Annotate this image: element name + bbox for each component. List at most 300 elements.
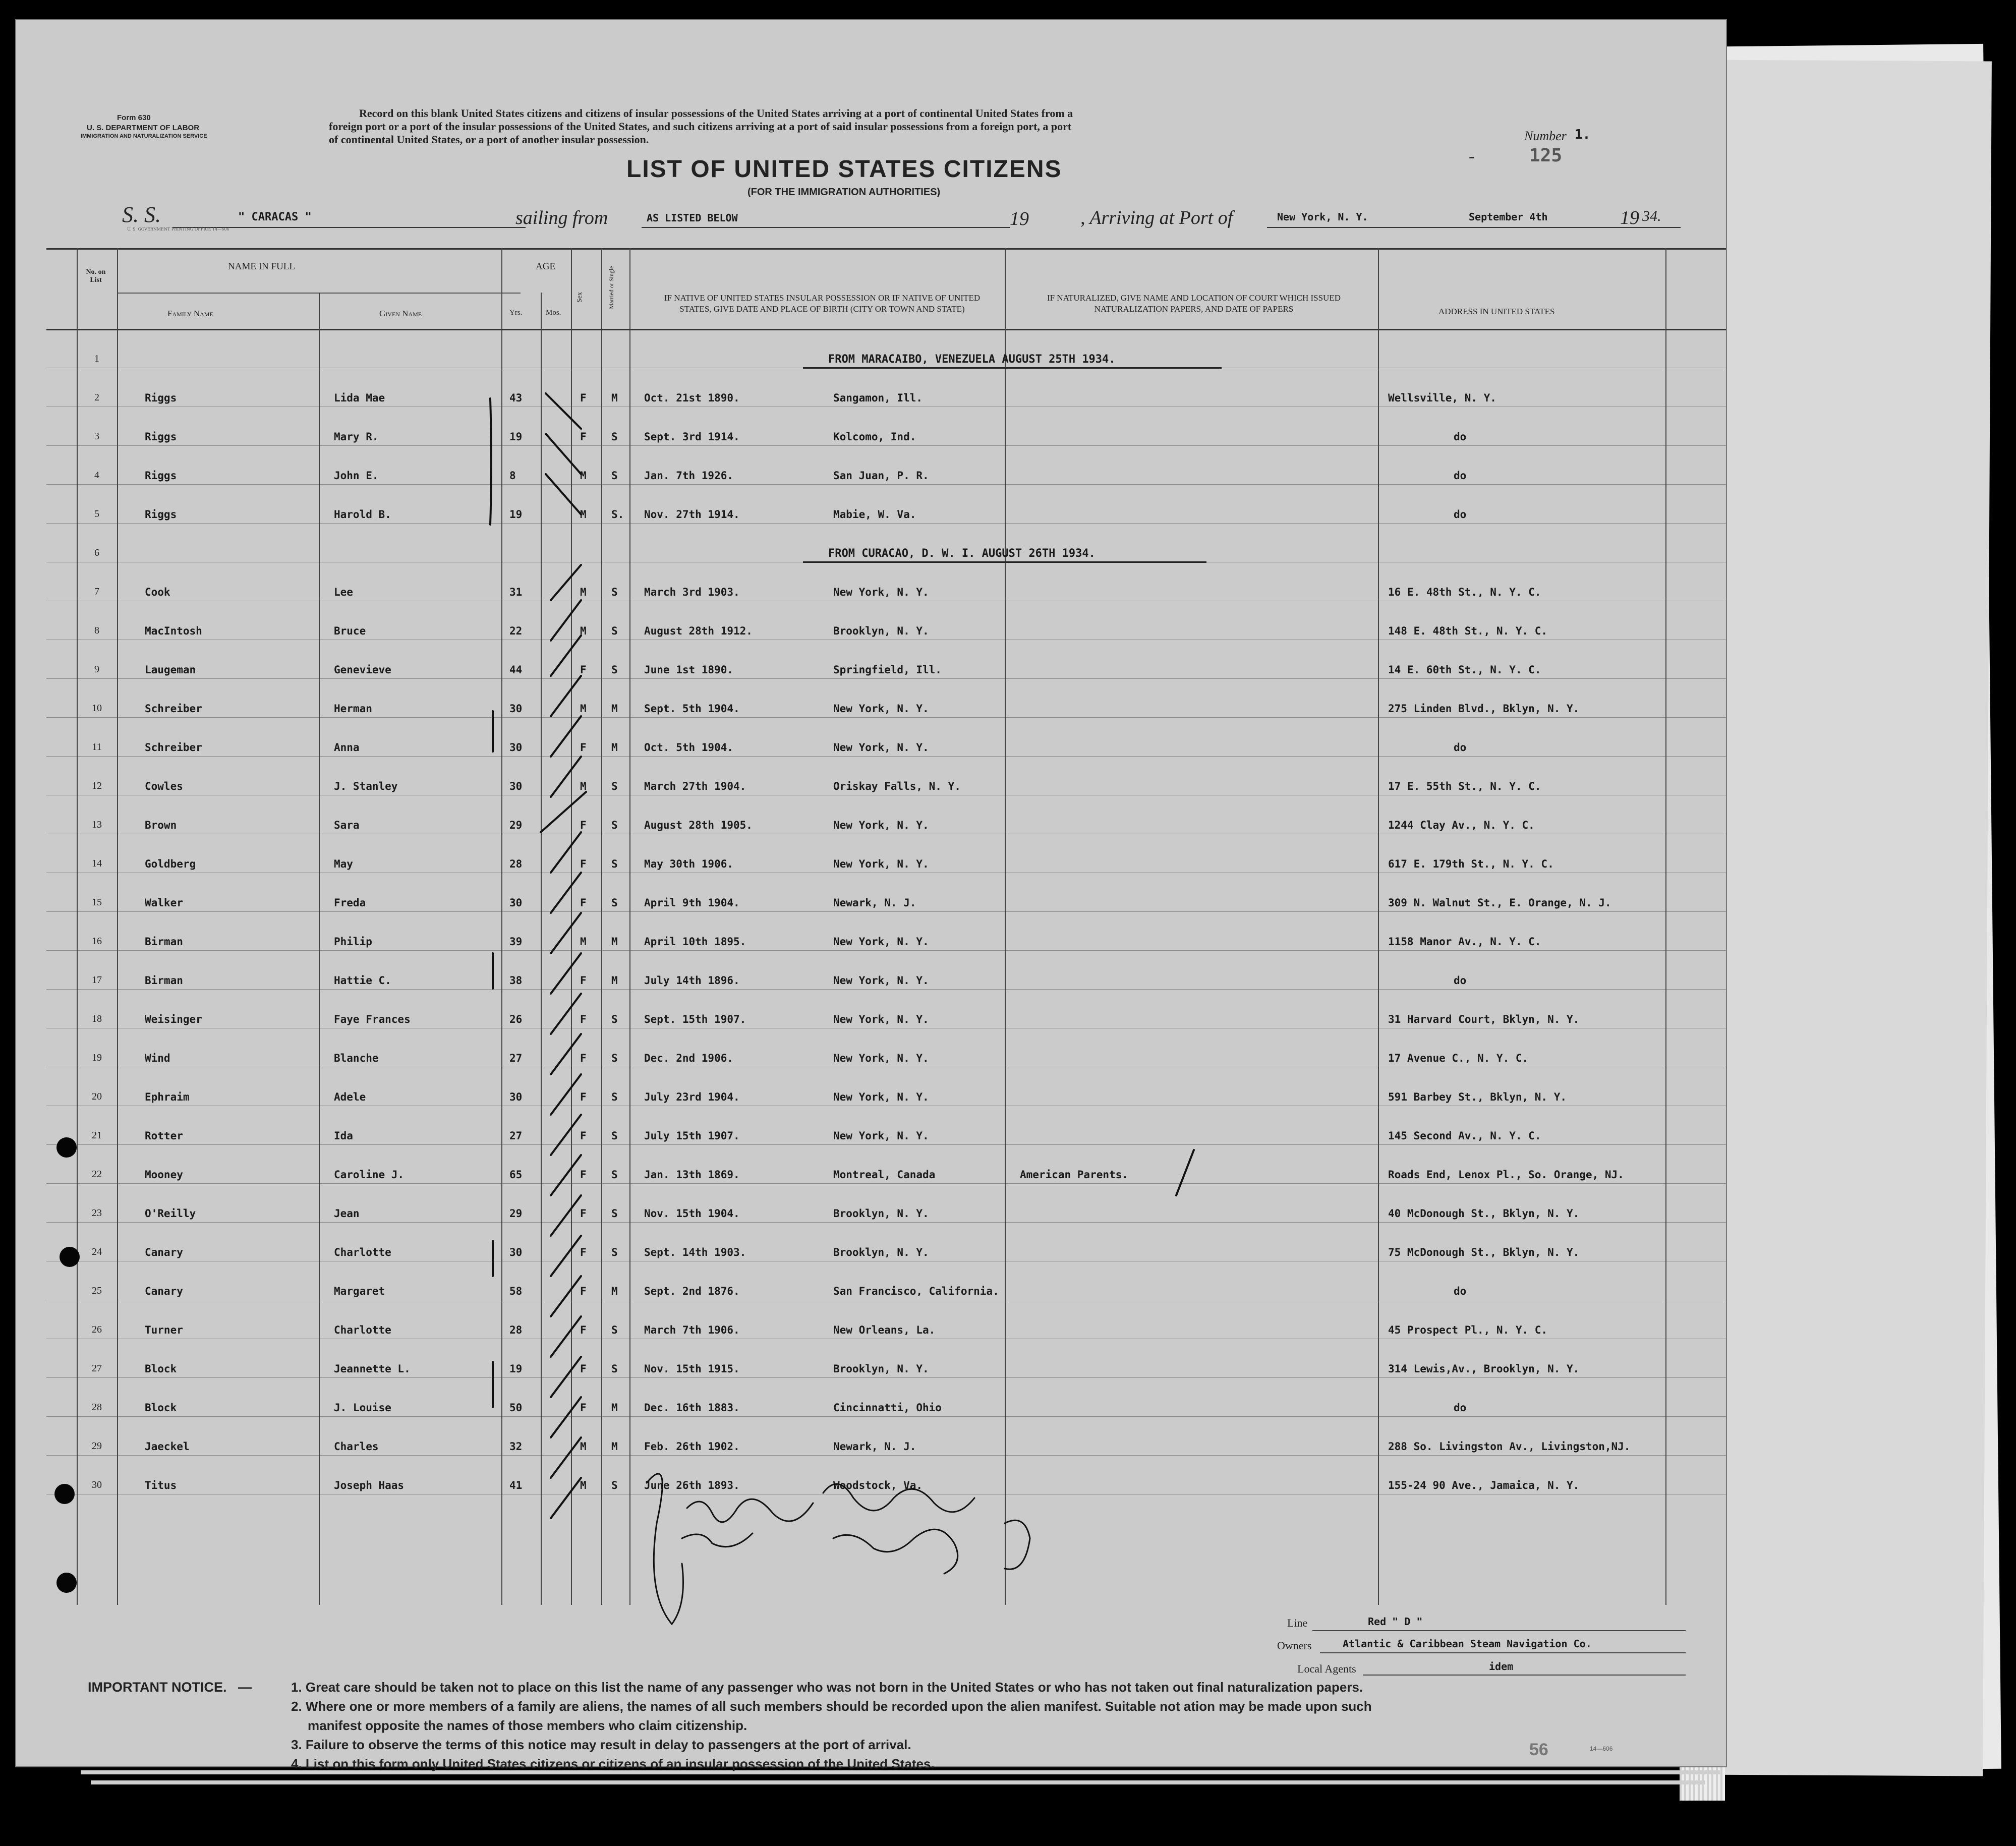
birth-place-cell: Oriskay Falls, N. Y.: [833, 780, 961, 792]
row-number: 16: [92, 936, 102, 947]
family-name-cell: Cook: [145, 586, 170, 598]
line-value: Red " D ": [1368, 1616, 1423, 1628]
birth-date-cell: July 23rd 1904.: [644, 1091, 740, 1103]
family-name-cell: Ephraim: [145, 1091, 190, 1103]
arrival-year-prefix: 19: [1620, 207, 1639, 228]
marital-status-cell: S: [611, 1479, 618, 1491]
marital-status-cell: S: [611, 1363, 618, 1375]
birth-date-cell: Oct. 21st 1890.: [644, 392, 740, 404]
age-cell: 30: [509, 897, 523, 909]
birth-place-cell: San Juan, P. R.: [833, 470, 929, 482]
notice-item: 3. Failure to observe the terms of this notice may result in delay to passengers at the port of arrival.: [291, 1737, 911, 1752]
instruction-line: foreign port or a port of the insular possessions of the United States, and such citizens arriving at a port of said insular possessions from a foreign port, a port: [329, 120, 1072, 133]
marital-status-cell: S: [611, 1013, 618, 1025]
age-cell: 8: [509, 470, 516, 482]
birth-place-cell: Sangamon, Ill.: [833, 392, 923, 404]
address-cell: 17 Avenue C., N. Y. C.: [1388, 1052, 1529, 1064]
birth-place-cell: Kolcomo, Ind.: [833, 431, 916, 443]
ss-label: S. S.: [122, 202, 161, 227]
row-number: 11: [92, 741, 102, 753]
marital-status-cell: S: [611, 586, 618, 598]
sex-cell: F: [580, 858, 587, 870]
birth-place-cell: New York, N. Y.: [833, 936, 929, 948]
age-cell: 28: [509, 858, 523, 870]
birth-place-cell: Brooklyn, N. Y.: [833, 1363, 929, 1375]
birth-date-cell: April 10th 1895.: [644, 936, 746, 948]
address-cell: 288 So. Livingston Av., Livingston,NJ.: [1388, 1440, 1631, 1453]
age-cell: 32: [509, 1440, 523, 1453]
service-name: IMMIGRATION AND NATURALIZATION SERVICE: [81, 133, 207, 139]
ink-annotations: [16, 20, 1726, 1766]
given-name-cell: Freda: [334, 897, 366, 909]
address-cell: do: [1454, 1402, 1467, 1414]
arriving-label: , Arriving at Port of: [1080, 207, 1233, 228]
form-code: 14—606: [1590, 1745, 1613, 1752]
marital-status-cell: M: [611, 1285, 618, 1297]
sex-cell: F: [580, 741, 587, 754]
owners-value: Atlantic & Caribbean Steam Navigation Co.: [1343, 1638, 1592, 1650]
birth-place-cell: New York, N. Y.: [833, 586, 929, 598]
birth-place-cell: Newark, N. J.: [833, 897, 916, 909]
sex-cell: F: [580, 1402, 587, 1414]
address-cell: do: [1454, 431, 1467, 443]
address-cell: Roads End, Lenox Pl., So. Orange, NJ.: [1388, 1169, 1624, 1181]
family-name-cell: Riggs: [145, 392, 177, 404]
birth-date-cell: Oct. 5th 1904.: [644, 741, 734, 754]
sex-cell: F: [580, 431, 587, 443]
address-cell: 16 E. 48th St., N. Y. C.: [1388, 586, 1541, 598]
given-name-cell: Bruce: [334, 625, 366, 637]
row-number: 8: [94, 625, 99, 636]
family-name-cell: Riggs: [145, 508, 177, 521]
family-name-cell: Titus: [145, 1479, 177, 1491]
row-number: 6: [94, 547, 99, 558]
age-cell: 30: [509, 780, 523, 792]
age-cell: 30: [509, 1091, 523, 1103]
sex-cell: M: [580, 703, 587, 715]
agents-value: idem: [1489, 1660, 1514, 1672]
family-name-cell: Block: [145, 1402, 177, 1414]
given-name-cell: Philip: [334, 936, 372, 948]
address-cell: 309 N. Walnut St., E. Orange, N. J.: [1388, 897, 1611, 909]
row-number: 29: [92, 1440, 102, 1452]
given-name-cell: Hattie C.: [334, 974, 391, 987]
instruction-line: of continental United States, or a port of another insular possession.: [329, 133, 649, 146]
address-cell: 617 E. 179th St., N. Y. C.: [1388, 858, 1554, 870]
age-cell: 41: [509, 1479, 523, 1491]
marital-status-cell: S: [611, 1246, 618, 1258]
address-cell: 155-24 90 Ave., Jamaica, N. Y.: [1388, 1479, 1580, 1491]
birth-date-cell: June 26th 1893.: [644, 1479, 740, 1491]
address-cell: 1158 Manor Av., N. Y. C.: [1388, 936, 1541, 948]
row-number: 2: [94, 392, 99, 403]
number-stamp: 125: [1529, 145, 1563, 166]
birth-date-cell: August 28th 1905.: [644, 819, 753, 831]
given-name-cell: Lee: [334, 586, 353, 598]
marital-status-cell: S: [611, 431, 618, 443]
age-cell: 44: [509, 664, 523, 676]
row-number: 20: [92, 1091, 102, 1102]
column-header-age: AGE: [536, 261, 556, 272]
family-name-cell: Canary: [145, 1285, 183, 1297]
address-cell: do: [1454, 470, 1467, 482]
row-number: 24: [92, 1246, 102, 1257]
marital-status-cell: M: [611, 703, 618, 715]
age-cell: 38: [509, 974, 523, 987]
row-number: 18: [92, 1013, 102, 1024]
birth-place-cell: Woodstock, Va.: [833, 1479, 923, 1491]
arrival-date: September 4th: [1469, 211, 1548, 223]
sex-cell: M: [580, 508, 587, 521]
sex-cell: F: [580, 1324, 587, 1336]
family-name-cell: Birman: [145, 974, 183, 987]
marital-status-cell: S: [611, 1169, 618, 1181]
birth-place-cell: Newark, N. J.: [833, 1440, 916, 1453]
address-cell: 1244 Clay Av., N. Y. C.: [1388, 819, 1535, 831]
marital-status-cell: S: [611, 858, 618, 870]
age-cell: 26: [509, 1013, 523, 1025]
given-name-cell: Sara: [334, 819, 360, 831]
marital-status-cell: S: [611, 470, 618, 482]
birth-date-cell: Sept. 14th 1903.: [644, 1246, 746, 1258]
marital-status-cell: M: [611, 1440, 618, 1453]
family-name-cell: Turner: [145, 1324, 183, 1336]
sex-cell: F: [580, 974, 587, 987]
birth-place-cell: Montreal, Canada: [833, 1169, 936, 1181]
age-cell: 50: [509, 1402, 523, 1414]
address-cell: 45 Prospect Pl., N. Y. C.: [1388, 1324, 1548, 1336]
birth-place-cell: New York, N. Y.: [833, 858, 929, 870]
family-name-cell: Birman: [145, 936, 183, 948]
birth-date-cell: July 14th 1896.: [644, 974, 740, 987]
given-name-cell: Charles: [334, 1440, 379, 1453]
address-cell: do: [1454, 1285, 1467, 1297]
number-label: Number: [1524, 129, 1567, 143]
given-name-cell: Charlotte: [334, 1324, 391, 1336]
page-stamp: 56: [1529, 1740, 1548, 1759]
birth-place-cell: Cincinnatti, Ohio: [833, 1402, 942, 1414]
section-heading: FROM MARACAIBO, VENEZUELA AUGUST 25TH 1934.: [828, 353, 1116, 366]
row-number: 26: [92, 1324, 102, 1335]
family-name-cell: Rotter: [145, 1130, 183, 1142]
birth-date-cell: Nov. 15th 1915.: [644, 1363, 740, 1375]
age-cell: 31: [509, 586, 523, 598]
naturalization-cell: American Parents.: [1020, 1169, 1128, 1181]
sex-cell: M: [580, 1440, 587, 1453]
birth-place-cell: San Francisco, California.: [833, 1285, 999, 1297]
given-name-cell: Herman: [334, 703, 372, 715]
marital-status-cell: S: [611, 1052, 618, 1064]
column-header-given: Given Name: [379, 309, 422, 318]
notice-item: 1. Great care should be taken not to place on this list the name of any passenger who was not born in the United States or who has not taken out final naturalization papers.: [291, 1680, 1363, 1695]
given-name-cell: Margaret: [334, 1285, 385, 1297]
column-header-name: NAME IN FULL: [228, 261, 295, 272]
section-heading: FROM CURACAO, D. W. I. AUGUST 26TH 1934.: [828, 547, 1096, 560]
marital-status-cell: S: [611, 819, 618, 831]
family-name-cell: Riggs: [145, 431, 177, 443]
birth-place-cell: Brooklyn, N. Y.: [833, 1207, 929, 1220]
notice-heading: IMPORTANT NOTICE.: [88, 1680, 227, 1695]
family-name-cell: Block: [145, 1363, 177, 1375]
birth-date-cell: Feb. 26th 1902.: [644, 1440, 740, 1453]
family-name-cell: Brown: [145, 819, 177, 831]
sailing-from: AS LISTED BELOW: [647, 212, 738, 224]
given-name-cell: Adele: [334, 1091, 366, 1103]
row-number: 27: [92, 1363, 102, 1374]
birth-date-cell: Nov. 15th 1904.: [644, 1207, 740, 1220]
row-number: 14: [92, 858, 102, 869]
signature: [647, 1474, 1030, 1624]
birth-date-cell: March 3rd 1903.: [644, 586, 740, 598]
birth-date-cell: Sept. 2nd 1876.: [644, 1285, 740, 1297]
birth-date-cell: July 15th 1907.: [644, 1130, 740, 1142]
page-edge: [91, 1780, 1705, 1784]
owners-label: Owners: [1277, 1639, 1312, 1652]
sex-cell: F: [580, 1130, 587, 1142]
column-header-months: Mos.: [546, 309, 561, 317]
address-cell: do: [1454, 974, 1467, 987]
family-name-cell: Mooney: [145, 1169, 183, 1181]
department-name: U. S. DEPARTMENT OF LABOR: [87, 124, 200, 132]
marital-status-cell: M: [611, 392, 618, 404]
form-subtitle: (FOR THE IMMIGRATION AUTHORITIES): [747, 187, 941, 198]
address-cell: 275 Linden Blvd., Bklyn, N. Y.: [1388, 703, 1580, 715]
age-cell: 27: [509, 1052, 523, 1064]
instruction-line: Record on this blank United States citizens and citizens of insular possessions of the United States arriving at a port of continental United States from a: [359, 107, 1073, 120]
birth-place-cell: New York, N. Y.: [833, 703, 929, 715]
sex-cell: F: [580, 1091, 587, 1103]
family-name-cell: Schreiber: [145, 741, 202, 754]
agents-label: Local Agents: [1297, 1662, 1356, 1675]
given-name-cell: Lida Mae: [334, 392, 385, 404]
sex-cell: M: [580, 936, 587, 948]
notice-item: manifest opposite the names of those members who claim citizenship.: [308, 1718, 747, 1733]
birth-date-cell: Nov. 27th 1914.: [644, 508, 740, 521]
marital-status-cell: M: [611, 1402, 618, 1414]
birth-place-cell: New York, N. Y.: [833, 819, 929, 831]
birth-date-cell: June 1st 1890.: [644, 664, 734, 676]
marital-status-cell: S: [611, 664, 618, 676]
notice-item: 2. Where one or more members of a family are aliens, the names of all such members should be recorded upon the alien manifest. Suitable not ation may be made upon such: [291, 1699, 1372, 1714]
address-cell: 148 E. 48th St., N. Y. C.: [1388, 625, 1548, 637]
birth-date-cell: August 28th 1912.: [644, 625, 753, 637]
family-name-cell: Cowles: [145, 780, 183, 792]
age-cell: 27: [509, 1130, 523, 1142]
given-name-cell: J. Louise: [334, 1402, 391, 1414]
line-label: Line: [1287, 1617, 1308, 1629]
birth-place-cell: Brooklyn, N. Y.: [833, 625, 929, 637]
row-number: 15: [92, 897, 102, 908]
address-cell: 17 E. 55th St., N. Y. C.: [1388, 780, 1541, 792]
marital-status-cell: M: [611, 936, 618, 948]
sex-cell: F: [580, 1013, 587, 1025]
sex-cell: F: [580, 1363, 587, 1375]
sex-cell: F: [580, 1285, 587, 1297]
row-number: 5: [94, 508, 99, 520]
column-header-address: ADDRESS IN UNITED STATES: [1438, 307, 1555, 316]
given-name-cell: Joseph Haas: [334, 1479, 405, 1491]
birth-date-cell: May 30th 1906.: [644, 858, 734, 870]
marital-status-cell: S: [611, 1130, 618, 1142]
birth-date-cell: March 7th 1906.: [644, 1324, 740, 1336]
sex-cell: M: [580, 1479, 587, 1491]
address-cell: do: [1454, 508, 1467, 521]
column-header-sex: Sex: [576, 292, 584, 303]
birth-place-cell: New York, N. Y.: [833, 741, 929, 754]
given-name-cell: May: [334, 858, 353, 870]
address-cell: 31 Harvard Court, Bklyn, N. Y.: [1388, 1013, 1580, 1025]
birth-date-cell: Dec. 16th 1883.: [644, 1402, 740, 1414]
given-name-cell: Blanche: [334, 1052, 379, 1064]
age-cell: 39: [509, 936, 523, 948]
row-number: 7: [94, 586, 99, 597]
sex-cell: F: [580, 1052, 587, 1064]
manifest-sheet: Form 630 U. S. DEPARTMENT OF LABOR IMMIGRATION AND NATURALIZATION SERVICE Record on this blank United States citizens and citizens of insular possessions of the United States arriving at a port of continental United States from a foreign port or a port of the insular possessions of the United States, and such citizens arriving at a port of said insular possessions from a foreign port, a port of continental United States, or a port of another insular possession. LIST OF UNITED STATES CITIZENS (FOR THE IMMIGRATION AUTHORITIES) Number 1. 125 - S. S. " CARACAS " sailing from AS LISTED BELOW 19 , Arriving at Port of New York, N. Y. September 4th 19 34. U. S. GOVERNMENT PRINTING OFFICE 14—606 No. on List NAME IN FULL Family Name Given Name AGE Yrs. Mos. Sex Married or Single IF NATIVE OF UNITED STATES INSULAR POSSESSION OR IF NATIVE OF UNITED STATES, GIVE DATE AND PLACE OF BIRTH (CITY OR TOWN AND STATE) IF NATURALIZED, GIVE NAME AND LOCATION OF COURT WHICH ISSUED NATURALIZATION PAPERS, AND DATE OF PAPERS ADDRESS IN UNITED STATES 1 FROM MARACAIBO, VENEZUELA AUGUST 25TH 1934. 2 Riggs Lida Mae 43 F M Oct. 21st 1890. Sangamon, Ill. Wellsville, N. Y. 3 Riggs Mary R. 19 F S Sept. 3rd 1914. Kolcomo, Ind. do 4 Riggs John E. 8 M S Jan. 7th 1926. San Juan, P. R. do 5 Riggs Harold B. 19 M S. Nov. 27th 1914. Mabie, W. Va. do 6 FROM CURACAO, D. W. I. AUGUST 26TH 1934. 7 Cook Lee 31 M S March 3rd 1903. New York, N. Y. 16 E. 48th St., N. Y. C. 8 MacIntosh Bruce 22 M S August 28th 1912. Brooklyn, N. Y. 148 E. 48th St., N. Y. C. 9 Laugeman Genevieve 44 F S June 1st 1890. Springfield, Ill. 14 E. 60th St., N. Y. C. 10 Schreiber Herman 30 M M Sept. 5th 1904. New York, N. Y. 275 Linden Blvd., Bklyn, N. Y. 11 Schreiber Anna 30 F M Oct. 5th 1904. New York, N. Y. do 12 Cowles J. Stanley 30 M S March 27th 1904. Oriskay Falls, N. Y. 17 E. 55th St., N. Y. C. 13 Brown Sara 29 F S August 28th 1905. New York, N. Y. 1244 Clay Av., N. Y. C. 14 Goldberg May 28 F S May 30th 1906. New York, N. Y. 617 E. 179th St., N. Y. C. 15 Walker Freda 30 F S April 9th 1904. Newark, N. J. 309 N. Walnut St., E. Orange, N. J. 16 Birman Philip 39 M M April 10th 1895. New York, N. Y. 1158 Manor Av., N. Y. C. 17 Birman Hattie C. 38 F M July 14th 1896. New York, N. Y. do 18 Weisinger Faye Frances 26 F S Sept. 15th 1907. New York, N. Y. 31 Harvard Court, Bklyn, N. Y. 19 Wind Blanche 27 F S Dec. 2nd 1906. New York, N. Y. 17 Avenue C., N. Y. C. 20 Ephraim Adele 30 F S July 23rd 1904. New York, N. Y. 591 Barbey St., Bklyn, N. Y. 21 Rotter Ida 27 F S July 15th 1907. New York, N. Y. 145 Second Av., N. Y. C. 22 Mooney Caroline J. 65 F S Jan. 13th 1869. Montreal, Canada American Parents. Roads End, Lenox Pl., So. Orange, NJ. 23 O'Reilly Jean 29 F S Nov. 15th 1904. Brooklyn, N. Y. 40 McDonough St., Bklyn, N. Y. 24 Canary Charlotte 30 F S Sept. 14th 1903. Brooklyn, N. Y. 75 McDonough St., Bklyn, N. Y. 25 Canary Margaret 58 F M Sept. 2nd 1876. San Francisco, California. do 26 Turner Charlotte 28 F S March 7th 1906. New Orleans, La. 45 Prospect Pl., N. Y. C. 27 Block Jeannette L. 19 F S Nov. 15th 1915. Brooklyn, N. Y. 314 Lewis,Av., Brooklyn, N. Y. 28 Block J. Louise 50 F M Dec. 16th 1883. Cincinnatti, Ohio do 29 Jaeckel Charles 32 M M Feb. 26th 1902. Newark, N. J. 288 So. Livingston Av., Livingston,NJ. 30 Titus Joseph Haas 41 M S June 26th 1893. Woodstock, Va. 155-24 90 Ave., Jamaica, N. Y. Line Red " D " Owners Atlantic & Caribbean Steam Navigation Co. Local Agents idem IMPORTANT NOTICE. — 1. Great care should be taken not to place on this list the name of any passenger who was not born in the United States or who has not taken out final naturalization papers. 2. Where one or more members of a family are aliens, the names of all such members should be recorded upon the alien manifest. Suitable not ation may be made upon such manifest opposite the names of those members who claim citizenship. 3. Failure to observe the terms of this notice may result in delay to passengers at the port of arrival. 4. List on this form only United States citizens or citizens of an insular possession of the United States. 56 14—606: [15, 19, 1727, 1767]
marital-status-cell: S.: [611, 508, 624, 521]
address-cell: Wellsville, N. Y.: [1388, 392, 1496, 404]
column-header-married: Married or Single: [608, 266, 615, 309]
given-name-cell: Caroline J.: [334, 1169, 405, 1181]
age-cell: 30: [509, 703, 523, 715]
sex-cell: F: [580, 1246, 587, 1258]
family-name-cell: Wind: [145, 1052, 170, 1064]
marital-status-cell: S: [611, 625, 618, 637]
form-number: Form 630: [117, 113, 151, 122]
birth-place-cell: Springfield, Ill.: [833, 664, 942, 676]
arrival-year: 34.: [1642, 208, 1661, 224]
row-number: 17: [92, 974, 102, 986]
given-name-cell: Ida: [334, 1130, 353, 1142]
family-name-cell: Goldberg: [145, 858, 196, 870]
birth-date-cell: April 9th 1904.: [644, 897, 740, 909]
number-value: 1.: [1575, 127, 1591, 142]
row-number: 22: [92, 1169, 102, 1180]
age-cell: 29: [509, 1207, 523, 1220]
given-name-cell: Faye Frances: [334, 1013, 411, 1025]
sailing-label: sailing from: [515, 207, 608, 228]
birth-place-cell: New York, N. Y.: [833, 1013, 929, 1025]
given-name-cell: John E.: [334, 470, 379, 482]
row-number: 1: [94, 353, 99, 364]
sex-cell: F: [580, 1207, 587, 1220]
address-cell: 145 Second Av., N. Y. C.: [1388, 1130, 1541, 1142]
birth-place-cell: Brooklyn, N. Y.: [833, 1246, 929, 1258]
marital-status-cell: S: [611, 1207, 618, 1220]
sex-cell: M: [580, 625, 587, 637]
column-header-no: No. on List: [86, 268, 106, 284]
birth-place-cell: New Orleans, La.: [833, 1324, 936, 1336]
given-name-cell: Anna: [334, 741, 360, 754]
age-cell: 28: [509, 1324, 523, 1336]
family-name-cell: O'Reilly: [145, 1207, 196, 1220]
given-name-cell: Harold B.: [334, 508, 391, 521]
given-name-cell: Mary R.: [334, 431, 379, 443]
marital-status-cell: M: [611, 741, 618, 754]
marital-status-cell: M: [611, 974, 618, 987]
birth-date-cell: Sept. 15th 1907.: [644, 1013, 746, 1025]
check-marks: [490, 393, 1194, 1518]
marital-status-cell: S: [611, 1324, 618, 1336]
form-title: LIST OF UNITED STATES CITIZENS: [626, 156, 1062, 183]
birth-place-cell: New York, N. Y.: [833, 974, 929, 987]
age-cell: 30: [509, 741, 523, 754]
family-name-cell: Weisinger: [145, 1013, 202, 1025]
row-number: 9: [94, 664, 99, 675]
marital-status-cell: S: [611, 780, 618, 792]
age-cell: 30: [509, 1246, 523, 1258]
address-cell: 40 McDonough St., Bklyn, N. Y.: [1388, 1207, 1580, 1220]
notice-item: 4. List on this form only United States citizens or citizens of an insular possession of the United States.: [291, 1756, 935, 1771]
birth-date-cell: Sept. 5th 1904.: [644, 703, 740, 715]
age-cell: 19: [509, 508, 523, 521]
birth-date-cell: Jan. 13th 1869.: [644, 1169, 740, 1181]
given-name-cell: Jeannette L.: [334, 1363, 411, 1375]
birth-place-cell: New York, N. Y.: [833, 1130, 929, 1142]
address-cell: do: [1454, 741, 1467, 754]
sex-cell: F: [580, 392, 587, 404]
given-name-cell: Genevieve: [334, 664, 391, 676]
column-header-family: Family Name: [167, 309, 213, 318]
row-number: 13: [92, 819, 102, 830]
sex-cell: F: [580, 819, 587, 831]
row-number: 10: [92, 703, 102, 714]
row-number: 19: [92, 1052, 102, 1063]
family-name-cell: Walker: [145, 897, 183, 909]
row-number: 30: [92, 1479, 102, 1490]
birth-date-cell: Dec. 2nd 1906.: [644, 1052, 734, 1064]
sex-cell: M: [580, 586, 587, 598]
year-label: 19: [1010, 208, 1029, 229]
arrival-port: New York, N. Y.: [1277, 211, 1368, 223]
address-cell: 14 E. 60th St., N. Y. C.: [1388, 664, 1541, 676]
family-name-cell: Laugeman: [145, 664, 196, 676]
column-header-years: Yrs.: [509, 309, 523, 317]
birth-place-cell: New York, N. Y.: [833, 1052, 929, 1064]
marital-status-cell: S: [611, 897, 618, 909]
age-cell: 29: [509, 819, 523, 831]
family-name-cell: MacIntosh: [145, 625, 202, 637]
address-cell: 314 Lewis,Av., Brooklyn, N. Y.: [1388, 1363, 1580, 1375]
address-cell: 75 McDonough St., Bklyn, N. Y.: [1388, 1246, 1580, 1258]
sex-cell: M: [580, 780, 587, 792]
family-name-cell: Jaeckel: [145, 1440, 190, 1453]
row-number: 12: [92, 780, 102, 791]
age-cell: 22: [509, 625, 523, 637]
row-number: 23: [92, 1207, 102, 1219]
age-cell: 43: [509, 392, 523, 404]
ship-name: " CARACAS ": [238, 211, 312, 223]
given-name-cell: Jean: [334, 1207, 360, 1220]
row-number: 4: [94, 470, 99, 481]
sex-cell: F: [580, 897, 587, 909]
birth-date-cell: March 27th 1904.: [644, 780, 746, 792]
row-number: 21: [92, 1130, 102, 1141]
column-header-birth: IF NATIVE OF UNITED STATES INSULAR POSSESSION OR IF NATIVE OF UNITED STATES, GIVE DATE AND PLACE OF BIRTH (CITY OR TOWN AND STATE): [664, 293, 981, 314]
row-number: 25: [92, 1285, 102, 1296]
birth-date-cell: Jan. 7th 1926.: [644, 470, 734, 482]
birth-place-cell: Mabie, W. Va.: [833, 508, 916, 521]
age-cell: 19: [509, 431, 523, 443]
sex-cell: F: [580, 664, 587, 676]
age-cell: 58: [509, 1285, 523, 1297]
given-name-cell: Charlotte: [334, 1246, 391, 1258]
marital-status-cell: S: [611, 1091, 618, 1103]
row-number: 28: [92, 1402, 102, 1413]
underlying-sheet: [1695, 60, 1992, 1776]
age-cell: 65: [509, 1169, 523, 1181]
age-cell: 19: [509, 1363, 523, 1375]
family-name-cell: Schreiber: [145, 703, 202, 715]
